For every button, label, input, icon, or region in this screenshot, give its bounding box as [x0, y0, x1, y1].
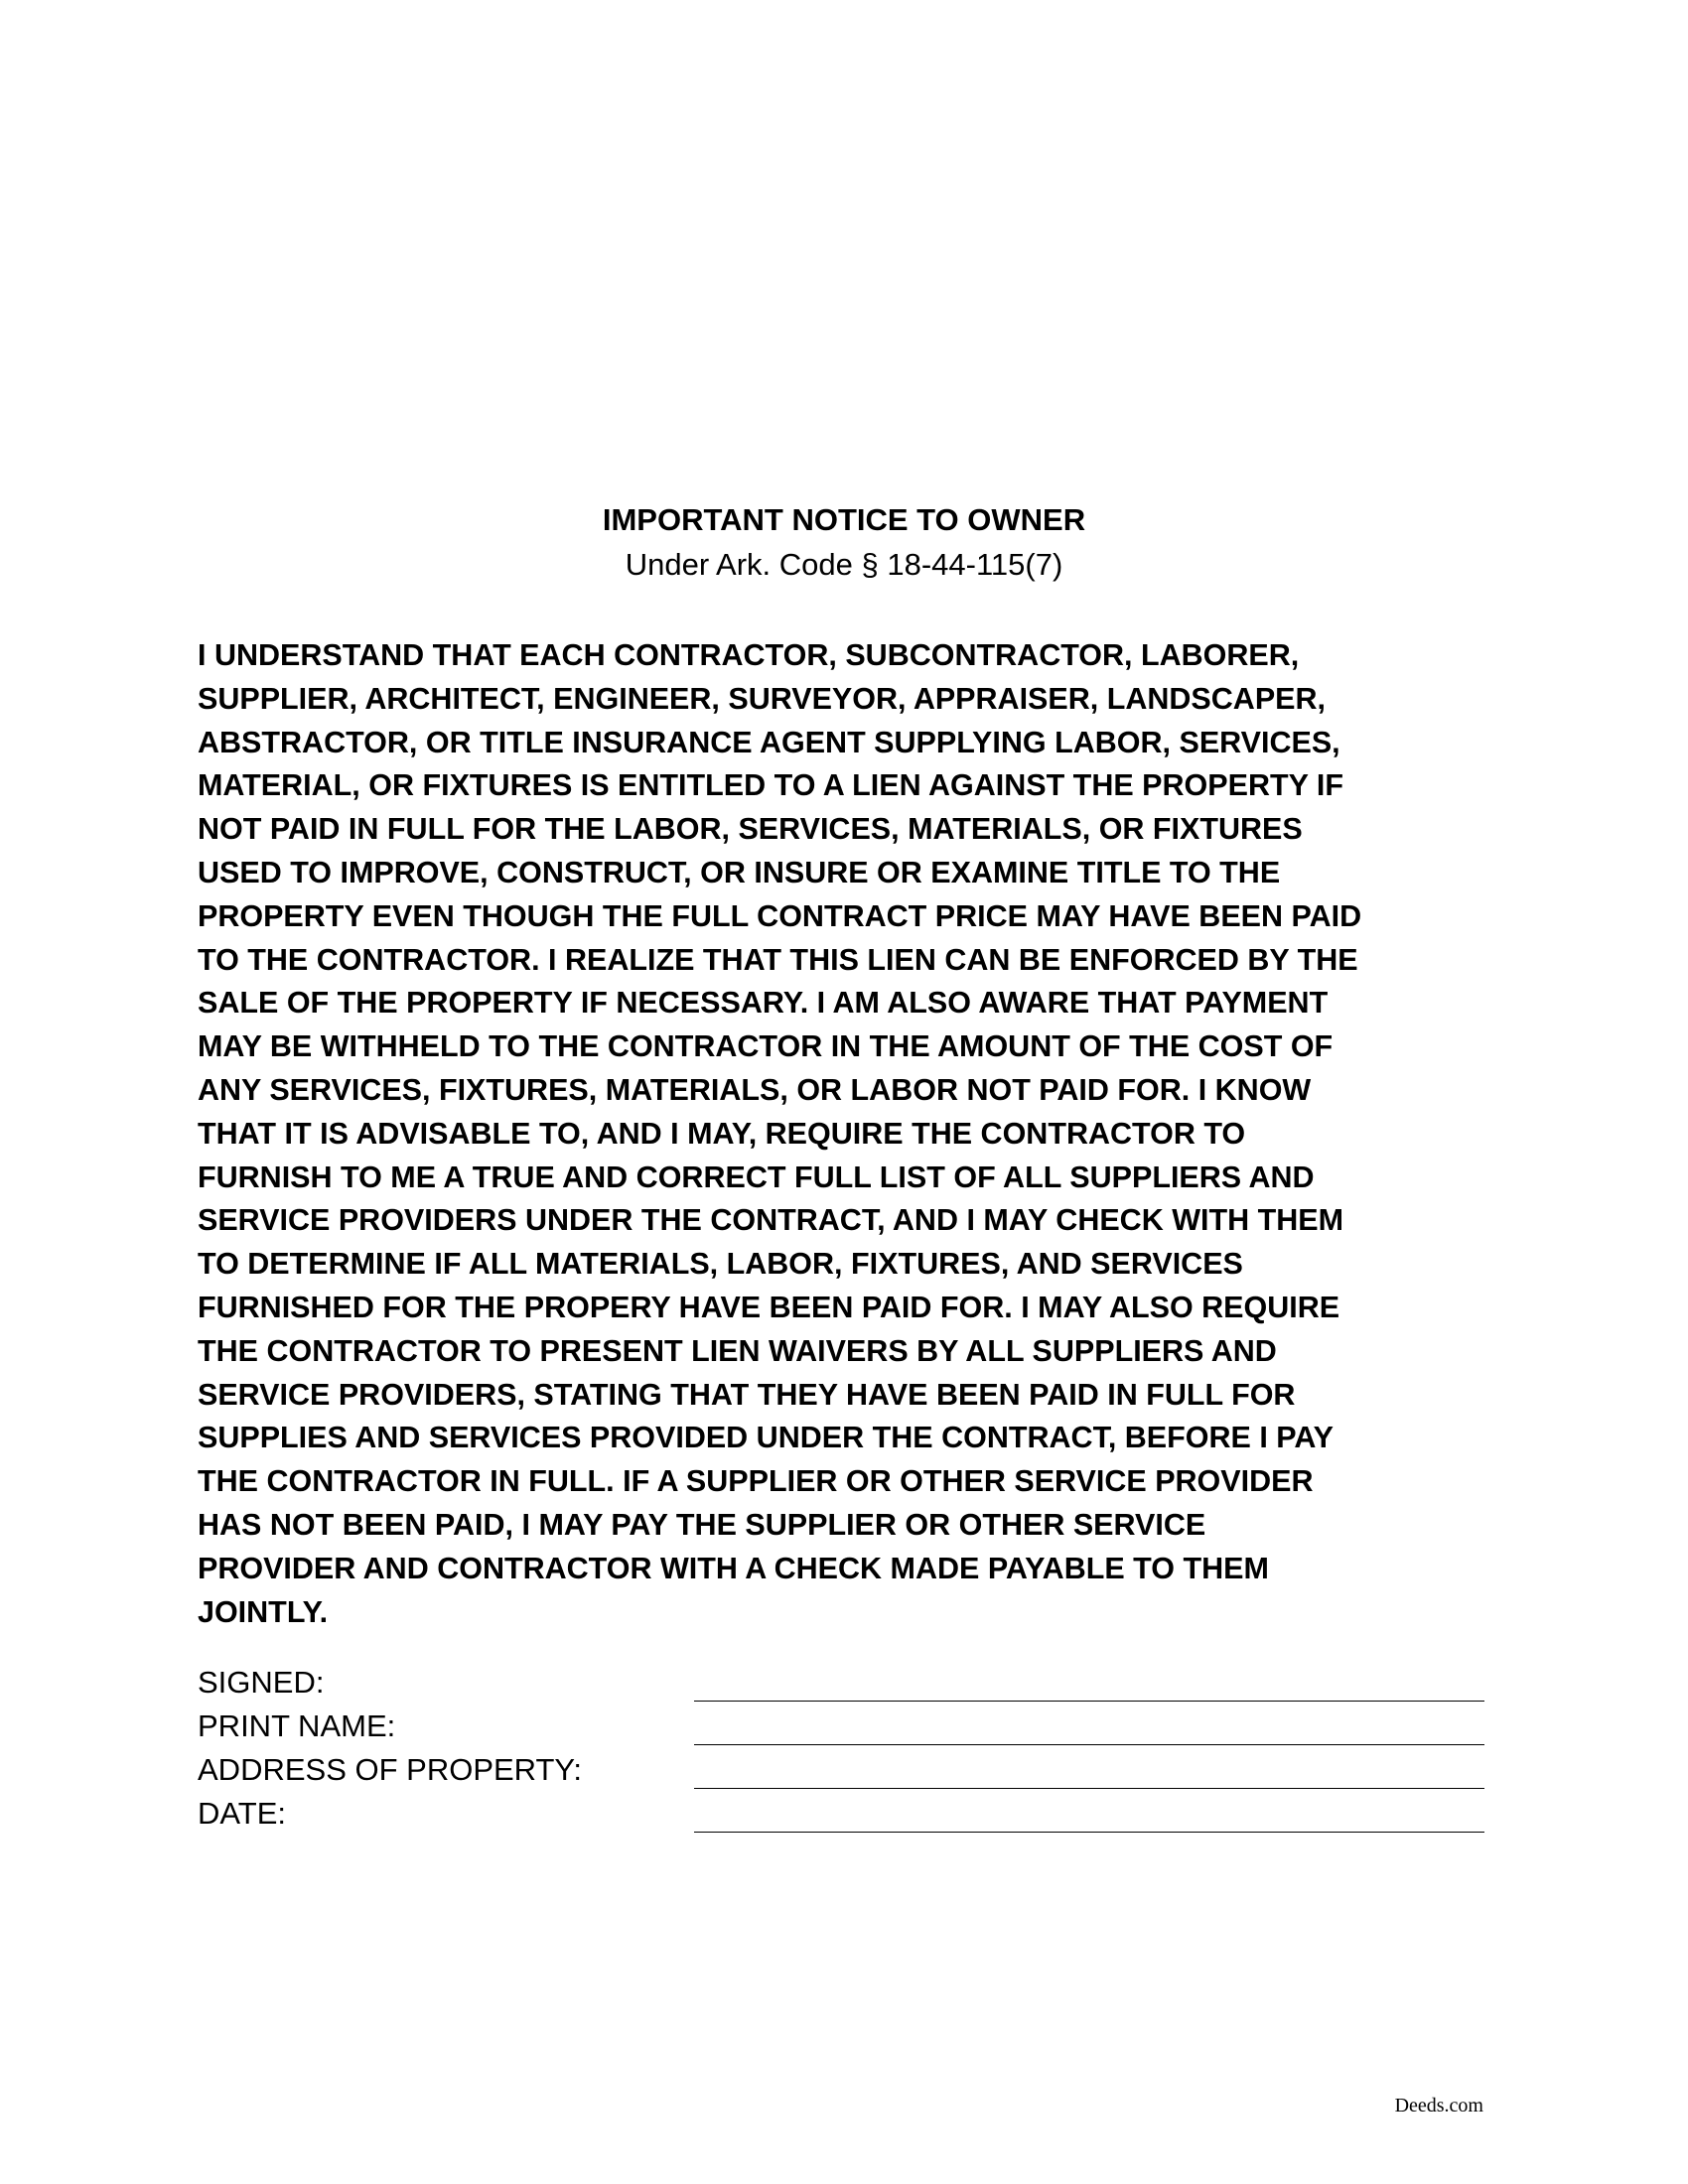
- print-name-line: [694, 1744, 1484, 1745]
- notice-body-line: HAS NOT BEEN PAID, I MAY PAY THE SUPPLIER OR OTHER SERVICE: [198, 1507, 1206, 1542]
- notice-body-line: SUPPLIER, ARCHITECT, ENGINEER, SURVEYOR, APPRAISER, LANDSCAPER,: [198, 681, 1327, 716]
- notice-body-line: TO THE CONTRACTOR. I REALIZE THAT THIS LIEN CAN BE ENFORCED BY THE: [198, 942, 1358, 977]
- notice-body-line: TO DETERMINE IF ALL MATERIALS, LABOR, FIXTURES, AND SERVICES: [198, 1247, 1243, 1282]
- notice-body-line: I UNDERSTAND THAT EACH CONTRACTOR, SUBCONTRACTOR, LABORER,: [198, 638, 1300, 672]
- footer-brand: Deeds.com: [1394, 2095, 1483, 2116]
- notice-subtitle: Under Ark. Code § 18-44-115(7): [625, 547, 1063, 582]
- notice-body: [198, 634, 1508, 1634]
- notice-body-line: SERVICE PROVIDERS, STATING THAT THEY HAVE BEEN PAID IN FULL FOR: [198, 1377, 1296, 1412]
- signed-label: SIGNED:: [198, 1665, 325, 1700]
- notice-body-line: ABSTRACTOR, OR TITLE INSURANCE AGENT SUPPLYING LABOR, SERVICES,: [198, 725, 1340, 759]
- address-label: ADDRESS OF PROPERTY:: [198, 1752, 583, 1787]
- notice-body-line: MATERIAL, OR FIXTURES IS ENTITLED TO A LIEN AGAINST THE PROPERTY IF: [198, 768, 1343, 803]
- notice-body-line: SUPPLIES AND SERVICES PROVIDED UNDER THE CONTRACT, BEFORE I PAY: [198, 1421, 1334, 1455]
- date-row: [198, 1796, 1484, 1840]
- date-line: [694, 1832, 1484, 1833]
- date-label: DATE:: [198, 1796, 286, 1831]
- print-name-label: PRINT NAME:: [198, 1708, 396, 1743]
- notice-body-line: SERVICE PROVIDERS UNDER THE CONTRACT, AND I MAY CHECK WITH THEM: [198, 1203, 1344, 1238]
- notice-body-line: JOINTLY.: [198, 1594, 329, 1629]
- notice-body-line: THAT IT IS ADVISABLE TO, AND I MAY, REQUIRE THE CONTRACTOR TO: [198, 1116, 1246, 1151]
- print-name-row: [198, 1708, 1484, 1752]
- notice-body-line: ANY SERVICES, FIXTURES, MATERIALS, OR LABOR NOT PAID FOR. I KNOW: [198, 1072, 1312, 1107]
- notice-body-line: THE CONTRACTOR IN FULL. IF A SUPPLIER OR OTHER SERVICE PROVIDER: [198, 1464, 1314, 1499]
- signed-row: [198, 1665, 1484, 1708]
- address-line: [694, 1788, 1484, 1789]
- notice-title: IMPORTANT NOTICE TO OWNER: [602, 502, 1086, 537]
- signed-line: [694, 1701, 1484, 1702]
- notice-body-line: FURNISHED FOR THE PROPERY HAVE BEEN PAID FOR. I MAY ALSO REQUIRE: [198, 1290, 1340, 1324]
- notice-body-line: PROPERTY EVEN THOUGH THE FULL CONTRACT PRICE MAY HAVE BEEN PAID: [198, 898, 1362, 933]
- notice-body-line: SALE OF THE PROPERTY IF NECESSARY. I AM ALSO AWARE THAT PAYMENT: [198, 986, 1329, 1021]
- address-row: [198, 1752, 1484, 1796]
- notice-body-line: NOT PAID IN FULL FOR THE LABOR, SERVICES, MATERIALS, OR FIXTURES: [198, 812, 1303, 847]
- notice-body-line: FURNISH TO ME A TRUE AND CORRECT FULL LIST OF ALL SUPPLIERS AND: [198, 1160, 1315, 1194]
- notice-body-line: USED TO IMPROVE, CONSTRUCT, OR INSURE OR EXAMINE TITLE TO THE: [198, 855, 1281, 889]
- notice-body-line: MAY BE WITHHELD TO THE CONTRACTOR IN THE AMOUNT OF THE COST OF: [198, 1029, 1334, 1064]
- notice-body-line: THE CONTRACTOR TO PRESENT LIEN WAIVERS BY ALL SUPPLIERS AND: [198, 1333, 1277, 1368]
- notice-body-line: PROVIDER AND CONTRACTOR WITH A CHECK MADE PAYABLE TO THEM: [198, 1551, 1269, 1585]
